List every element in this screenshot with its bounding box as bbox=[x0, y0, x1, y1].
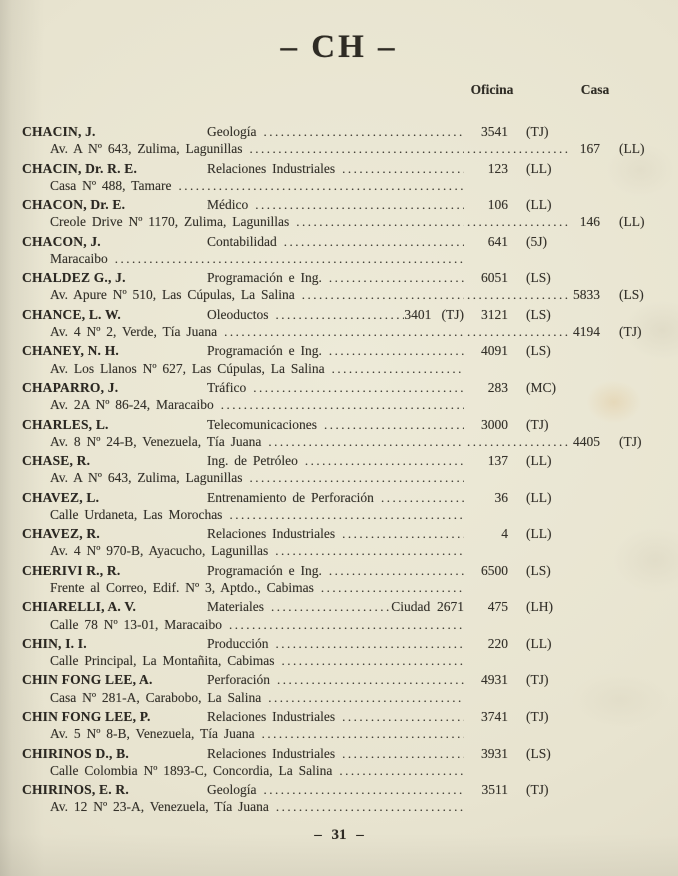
address-cell bbox=[50, 798, 464, 815]
address: Creole Drive Nº 1170, Zulima, Lagunillas bbox=[50, 214, 290, 230]
home-phone: 4194 bbox=[573, 324, 600, 339]
department-cell bbox=[207, 416, 464, 433]
department: Oleoductos bbox=[207, 306, 269, 322]
entry-address-line bbox=[22, 177, 662, 194]
person-name: CHANCE, L. W. bbox=[22, 306, 121, 322]
office-exchange-code: (LS) bbox=[526, 270, 551, 286]
dot-leader bbox=[314, 579, 464, 596]
dot-leader-office-column bbox=[464, 213, 570, 230]
department: Programación e Ing. bbox=[207, 343, 322, 359]
home-phone: 146 bbox=[579, 214, 600, 230]
office-phone: 3121 bbox=[481, 306, 508, 322]
dot-leader bbox=[322, 562, 464, 579]
entry-main-line bbox=[22, 525, 662, 542]
address-cell bbox=[50, 725, 464, 742]
office-exchange-code: (TJ) bbox=[526, 782, 549, 798]
dot-leader bbox=[261, 689, 464, 706]
directory-entry bbox=[22, 781, 662, 815]
entry-main-line bbox=[22, 452, 662, 469]
address-cell bbox=[50, 652, 464, 669]
department-cell bbox=[207, 123, 464, 140]
entry-main-line bbox=[22, 562, 662, 579]
directory-entry bbox=[22, 416, 662, 450]
department-cell bbox=[207, 708, 464, 725]
department: Tráfico bbox=[207, 379, 247, 395]
department-cell bbox=[207, 562, 464, 579]
dot-leader bbox=[322, 269, 464, 286]
department-extra: 3401 (TJ) bbox=[404, 306, 464, 322]
directory-entry bbox=[22, 160, 662, 194]
entry-main-line bbox=[22, 379, 662, 396]
office-exchange-code: (LL) bbox=[526, 526, 552, 542]
column-headers-row bbox=[0, 82, 678, 98]
dot-leader bbox=[243, 140, 464, 157]
dot-leader bbox=[269, 635, 465, 652]
address: Av. 5 Nº 8-B, Venezuela, Tía Juana bbox=[50, 726, 255, 742]
dot-leader bbox=[171, 177, 464, 194]
home-exchange-code: (TJ) bbox=[619, 324, 642, 339]
department: Relaciones Industriales bbox=[207, 709, 336, 724]
office-phone: 36 bbox=[494, 489, 508, 505]
address: Calle Urdaneta, Las Morochas bbox=[50, 506, 223, 522]
office-exchange-code: (LL) bbox=[526, 489, 552, 505]
department-cell bbox=[207, 525, 464, 542]
entry-address-line bbox=[22, 323, 662, 340]
dot-leader bbox=[222, 506, 464, 523]
directory-entry bbox=[22, 379, 662, 413]
entry-main-line bbox=[22, 416, 662, 433]
address-cell bbox=[50, 360, 464, 377]
department: Relaciones Industriales bbox=[207, 745, 336, 761]
department: Programación e Ing. bbox=[207, 270, 322, 286]
person-name: CHAPARRO, J. bbox=[22, 379, 119, 395]
office-exchange-code: (TJ) bbox=[526, 672, 549, 688]
dot-leader bbox=[295, 286, 464, 303]
directory-entry bbox=[22, 342, 662, 376]
dot-leader bbox=[217, 323, 464, 340]
department: Relaciones Industriales bbox=[207, 526, 336, 542]
dot-leader bbox=[322, 342, 464, 359]
directory-entry bbox=[22, 452, 662, 486]
office-phone: 4931 bbox=[481, 672, 508, 688]
address: Casa Nº 488, Tamare bbox=[50, 177, 172, 193]
address: Av. A Nº 643, Zulima, Lagunillas bbox=[50, 141, 243, 157]
office-exchange-code: (LS) bbox=[526, 745, 551, 761]
department: Ing. de Petróleo bbox=[207, 453, 298, 469]
address: Calle Colombia Nº 1893-C, Concordia, La Salina bbox=[50, 762, 333, 778]
office-exchange-code: (LH) bbox=[526, 599, 553, 615]
entry-main-line bbox=[22, 781, 662, 798]
entry-main-line bbox=[22, 269, 662, 286]
dot-leader bbox=[255, 725, 464, 742]
department: Geología bbox=[207, 782, 257, 798]
person-name: CHACIN, J. bbox=[22, 124, 96, 139]
page-number: – 31 – bbox=[314, 826, 364, 843]
dot-leader bbox=[289, 213, 464, 230]
address-cell bbox=[50, 506, 464, 523]
office-exchange-code: (LL) bbox=[526, 453, 552, 469]
directory-entry bbox=[22, 196, 662, 230]
department-cell bbox=[207, 379, 464, 396]
department-extra: Ciudad 2671 bbox=[391, 599, 464, 615]
department-cell bbox=[207, 342, 464, 359]
office-phone: 283 bbox=[487, 379, 508, 395]
department-cell bbox=[207, 671, 464, 688]
office-phone: 220 bbox=[487, 635, 508, 651]
directory-entry bbox=[22, 635, 662, 669]
address-cell bbox=[50, 542, 464, 559]
person-name: CHACON, Dr. E. bbox=[22, 197, 126, 213]
entry-main-line bbox=[22, 160, 662, 177]
person-name: CHIN, I. I. bbox=[22, 635, 87, 651]
dot-leader bbox=[270, 671, 464, 688]
department-cell bbox=[207, 452, 464, 469]
address: Maracaibo bbox=[50, 250, 108, 266]
dot-leader bbox=[335, 745, 464, 762]
department-cell bbox=[207, 306, 464, 323]
directory-entry bbox=[22, 269, 662, 303]
office-phone: 3741 bbox=[481, 709, 508, 724]
department: Geología bbox=[207, 124, 257, 139]
address-cell bbox=[50, 323, 464, 340]
dot-leader bbox=[274, 652, 464, 669]
dot-leader-office-column bbox=[464, 323, 570, 340]
dot-leader bbox=[214, 396, 464, 413]
address-cell bbox=[50, 177, 464, 194]
office-phone: 4091 bbox=[481, 343, 508, 359]
dot-leader-office-column bbox=[464, 286, 570, 303]
address: Av. 2A Nº 86-24, Maracaibo bbox=[50, 397, 214, 413]
address: Av. 8 Nº 24-B, Venezuela, Tía Juana bbox=[50, 433, 262, 449]
dot-leader bbox=[335, 525, 464, 542]
entry-address-line bbox=[22, 140, 662, 157]
entry-main-line bbox=[22, 708, 662, 725]
directory-entry bbox=[22, 671, 662, 705]
address-cell bbox=[50, 469, 464, 486]
directory-entry bbox=[22, 489, 662, 523]
address: Av. 4 Nº 970-B, Ayacucho, Lagunillas bbox=[50, 543, 269, 559]
home-exchange-code: (LL) bbox=[619, 214, 645, 230]
address-cell bbox=[50, 579, 464, 596]
column-header-oficina: Oficina bbox=[470, 82, 514, 97]
dot-leader bbox=[277, 233, 464, 250]
entry-address-line bbox=[22, 469, 662, 486]
entry-main-line bbox=[22, 196, 662, 213]
person-name: CHIRINOS D., B. bbox=[22, 745, 129, 761]
office-phone: 123 bbox=[487, 160, 508, 176]
dot-leader bbox=[298, 452, 464, 469]
entry-address-line bbox=[22, 689, 662, 706]
entry-main-line bbox=[22, 306, 662, 323]
office-phone: 641 bbox=[487, 233, 508, 249]
directory-entry bbox=[22, 708, 662, 742]
dot-leader bbox=[264, 598, 391, 615]
dot-leader bbox=[317, 416, 464, 433]
dot-leader bbox=[257, 781, 465, 798]
department: Telecomunicaciones bbox=[207, 416, 318, 432]
section-title: – CH – bbox=[280, 29, 398, 65]
dot-leader bbox=[222, 616, 464, 633]
directory-entry bbox=[22, 306, 662, 340]
office-exchange-code: (LS) bbox=[526, 343, 551, 359]
home-exchange-code: (LL) bbox=[619, 141, 645, 157]
department-cell bbox=[207, 781, 464, 798]
directory-entry bbox=[22, 123, 662, 157]
office-exchange-code: (LS) bbox=[526, 306, 551, 322]
office-phone: 3931 bbox=[481, 745, 508, 761]
entry-address-line bbox=[22, 506, 662, 523]
entry-address-line bbox=[22, 213, 662, 230]
address-cell bbox=[50, 213, 464, 230]
entry-address-line bbox=[22, 725, 662, 742]
office-exchange-code: (LL) bbox=[526, 160, 552, 176]
dot-leader bbox=[243, 469, 464, 486]
address: Av. Los Llanos Nº 627, Las Cúpulas, La Salina bbox=[50, 360, 325, 376]
office-phone: 137 bbox=[487, 453, 508, 469]
address-cell bbox=[50, 433, 464, 450]
address: Av. 12 Nº 23-A, Venezuela, Tía Juana bbox=[50, 799, 269, 815]
home-exchange-code: (TJ) bbox=[619, 433, 642, 449]
person-name: CHANEY, N. H. bbox=[22, 343, 119, 359]
address-cell bbox=[50, 286, 464, 303]
person-name: CHACIN, Dr. R. E. bbox=[22, 160, 138, 176]
person-name: CHERIVI R., R. bbox=[22, 562, 121, 578]
entry-main-line bbox=[22, 745, 662, 762]
dot-leader bbox=[332, 762, 464, 779]
address: Av. Apure Nº 510, Las Cúpulas, La Salina bbox=[50, 287, 295, 303]
entry-main-line bbox=[22, 342, 662, 359]
address-cell bbox=[50, 140, 464, 157]
entry-address-line bbox=[22, 360, 662, 377]
department: Relaciones Industriales bbox=[207, 160, 336, 176]
department: Contabilidad bbox=[207, 233, 277, 249]
department-cell bbox=[207, 233, 464, 250]
entry-main-line bbox=[22, 489, 662, 506]
dot-leader bbox=[268, 542, 464, 559]
person-name: CHIN FONG LEE, P. bbox=[22, 709, 151, 724]
office-exchange-code: (5J) bbox=[526, 233, 547, 249]
office-phone: 106 bbox=[487, 197, 508, 213]
address: Calle Principal, La Montañita, Cabimas bbox=[50, 653, 275, 669]
office-phone: 6051 bbox=[481, 270, 508, 286]
address: Av. 4 Nº 2, Verde, Tía Juana bbox=[50, 324, 218, 339]
department-cell bbox=[207, 196, 464, 213]
office-phone: 6500 bbox=[481, 562, 508, 578]
person-name: CHIN FONG LEE, A. bbox=[22, 672, 153, 688]
office-phone: 4 bbox=[501, 526, 508, 542]
dot-leader-office-column bbox=[464, 140, 570, 157]
person-name: CHACON, J. bbox=[22, 233, 101, 249]
dot-leader bbox=[269, 798, 464, 815]
dot-leader bbox=[261, 433, 464, 450]
home-phone: 5833 bbox=[573, 287, 600, 303]
office-exchange-code: (TJ) bbox=[526, 709, 549, 724]
entry-address-line bbox=[22, 762, 662, 779]
department-cell bbox=[207, 598, 464, 615]
person-name: CHALDEZ G., J. bbox=[22, 270, 126, 286]
entry-address-line bbox=[22, 798, 662, 815]
dot-leader-office-column bbox=[464, 433, 570, 450]
office-phone: 3000 bbox=[481, 416, 508, 432]
directory-entry bbox=[22, 525, 662, 559]
entry-main-line bbox=[22, 123, 662, 140]
office-phone: 3541 bbox=[481, 124, 508, 139]
entry-address-line bbox=[22, 396, 662, 413]
home-phone: 4405 bbox=[573, 433, 600, 449]
department: Médico bbox=[207, 197, 249, 213]
directory-entry bbox=[22, 233, 662, 267]
directory-entry bbox=[22, 745, 662, 779]
entry-address-line bbox=[22, 652, 662, 669]
address-cell bbox=[50, 396, 464, 413]
office-phone: 475 bbox=[487, 599, 508, 615]
office-exchange-code: (MC) bbox=[526, 379, 556, 395]
office-exchange-code: (TJ) bbox=[526, 124, 549, 139]
department-cell bbox=[207, 269, 464, 286]
entry-main-line bbox=[22, 233, 662, 250]
address: Casa Nº 281-A, Carabobo, La Salina bbox=[50, 689, 262, 705]
person-name: CHASE, R. bbox=[22, 453, 91, 469]
dot-leader bbox=[374, 489, 464, 506]
person-name: CHARLES, L. bbox=[22, 416, 109, 432]
entry-address-line bbox=[22, 616, 662, 633]
column-header-casa: Casa bbox=[580, 82, 610, 97]
department-cell bbox=[207, 489, 464, 506]
office-exchange-code: (LL) bbox=[526, 197, 552, 213]
department: Producción bbox=[207, 635, 269, 651]
department-cell bbox=[207, 745, 464, 762]
department-cell bbox=[207, 635, 464, 652]
address: Frente al Correo, Edif. Nº 3, Aptdo., Cabimas bbox=[50, 579, 314, 595]
home-phone: 167 bbox=[579, 141, 600, 157]
dot-leader bbox=[325, 360, 464, 377]
entry-address-line bbox=[22, 579, 662, 596]
office-exchange-code: (LL) bbox=[526, 635, 552, 651]
dot-leader bbox=[335, 708, 464, 725]
office-exchange-code: (TJ) bbox=[526, 416, 549, 432]
directory-entry bbox=[22, 598, 662, 632]
dot-leader bbox=[269, 306, 405, 323]
department: Entrenamiento de Perforación bbox=[207, 489, 374, 505]
entry-main-line bbox=[22, 635, 662, 652]
address-cell bbox=[50, 762, 464, 779]
home-exchange-code: (LS) bbox=[619, 287, 644, 303]
entry-main-line bbox=[22, 671, 662, 688]
person-name: CHIRINOS, E. R. bbox=[22, 782, 129, 798]
entry-address-line bbox=[22, 433, 662, 450]
entry-address-line bbox=[22, 286, 662, 303]
entry-address-line bbox=[22, 542, 662, 559]
dot-leader bbox=[335, 160, 464, 177]
entry-address-line bbox=[22, 250, 662, 267]
department: Perforación bbox=[207, 672, 270, 688]
dot-leader bbox=[257, 123, 465, 140]
address: Calle 78 Nº 13-01, Maracaibo bbox=[50, 616, 223, 632]
address-cell bbox=[50, 250, 464, 267]
department-cell bbox=[207, 160, 464, 177]
address-cell bbox=[50, 616, 464, 633]
entry-main-line bbox=[22, 598, 662, 615]
address-cell bbox=[50, 689, 464, 706]
dot-leader bbox=[108, 250, 464, 267]
dot-leader bbox=[246, 379, 464, 396]
department: Programación e Ing. bbox=[207, 562, 322, 578]
dot-leader bbox=[248, 196, 464, 213]
address: Av. A Nº 643, Zulima, Lagunillas bbox=[50, 470, 243, 486]
entries-list bbox=[0, 123, 678, 816]
person-name: CHIARELLI, A. V. bbox=[22, 599, 137, 615]
office-phone: 3511 bbox=[481, 782, 508, 798]
office-exchange-code: (LS) bbox=[526, 562, 551, 578]
directory-entry bbox=[22, 562, 662, 596]
department: Materiales bbox=[207, 599, 264, 615]
person-name: CHAVEZ, L. bbox=[22, 489, 100, 505]
person-name: CHAVEZ, R. bbox=[22, 526, 100, 542]
